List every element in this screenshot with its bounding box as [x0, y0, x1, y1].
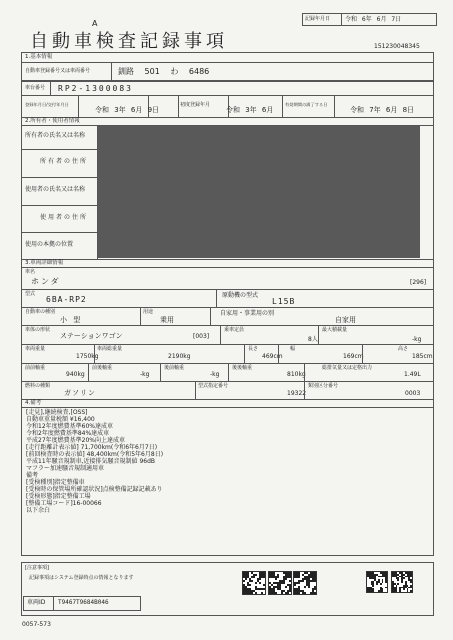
- expiry-value: 令和 7年 6月 8日: [350, 106, 415, 114]
- car-id-label: 車両ID: [27, 599, 46, 606]
- model-value: 6BA-RP2: [46, 295, 87, 304]
- qr-module: [407, 590, 409, 592]
- qr-module: [283, 582, 285, 584]
- ff-axle-value: 940kg: [66, 371, 85, 378]
- section-vehicle-title: 3.車両詳細情報: [25, 260, 64, 266]
- class-number-label: 類別区分番号: [308, 383, 339, 389]
- reg-date-value: 令和 3年 6月 9日: [95, 106, 160, 114]
- qr-module: [243, 580, 245, 582]
- qr-module: [403, 588, 405, 590]
- qr-module: [263, 576, 265, 578]
- qr-code: [268, 571, 292, 595]
- maker-value: ホンダ: [31, 277, 61, 286]
- kind-label: 自動車の種別: [25, 309, 56, 315]
- width-value: 169cm: [343, 353, 364, 360]
- remark-line: [受検時の保管場所確認状況]点検整備記録記載あり: [26, 486, 163, 493]
- rr-axle-value: 810kg: [287, 371, 306, 378]
- qr-module: [287, 592, 289, 594]
- first-reg-label: 初度登録年月: [180, 102, 211, 108]
- body-value: ステーションワゴン: [60, 332, 123, 340]
- qr-module: [401, 581, 403, 583]
- engine-label: 原動機の型式: [222, 292, 259, 299]
- displacement-value: 1.49L: [404, 371, 421, 378]
- qr-module: [314, 580, 316, 582]
- qr-module: [285, 586, 287, 588]
- qr-module: [289, 576, 291, 578]
- qr-module: [397, 579, 399, 581]
- fuel-label: 燃料の種類: [25, 383, 51, 389]
- remark-line: 令和2年度燃費基準84%達成車: [26, 430, 110, 437]
- capacity-value: 8人: [308, 336, 318, 343]
- remark-line: 自動車重量税額 ¥16,400: [26, 416, 95, 423]
- qr-module: [263, 584, 265, 586]
- remark-line: [前回検査時の表示値] 48,400km(令和5年6月8日): [26, 451, 164, 458]
- qr-module: [302, 580, 304, 582]
- purpose-label: 自家用・事業用の別: [220, 310, 275, 317]
- qr-module: [251, 580, 253, 582]
- length-value: 469cm: [262, 353, 283, 360]
- remark-line: [整備工場コード]16-00066: [26, 500, 102, 507]
- qr-module: [304, 586, 306, 588]
- weight-label: 車両重量: [25, 346, 46, 352]
- notes-label: [注意事項]: [25, 565, 49, 571]
- qr-module: [289, 580, 291, 582]
- kind-value: 小 型: [60, 316, 83, 324]
- weight-value: 1750kg: [76, 353, 99, 360]
- qr-module: [245, 578, 247, 580]
- owner-info-redaction: [98, 126, 420, 258]
- rf-axle-label: 後前軸重: [164, 365, 185, 371]
- qr-module: [281, 592, 283, 594]
- qr-module: [380, 583, 382, 585]
- reg-date-label: 登録年月日/交付年月日: [25, 102, 69, 108]
- ff-axle-label: 前前軸重: [25, 365, 46, 371]
- remark-line: 平成11年騒音規制車,近接排気騒音規制値 96dB: [26, 458, 156, 465]
- qr-module: [372, 585, 374, 587]
- reg-number-value: 釧路 501 わ 6486: [118, 67, 210, 76]
- chassis-label: 車台番号: [25, 85, 46, 91]
- owner-address-label: 所有者の住所: [40, 158, 89, 165]
- qr-module: [385, 581, 387, 583]
- qr-module: [410, 581, 412, 583]
- qr-module: [253, 576, 255, 578]
- length-label: 長さ: [248, 346, 259, 352]
- rf-axle-value: -kg: [210, 371, 220, 378]
- qr-code: [293, 571, 317, 595]
- maxload-value: -kg: [412, 336, 422, 343]
- qr-module: [275, 592, 277, 594]
- record-date-value: 令和 6年 6月 7日: [345, 16, 402, 23]
- maker-label: 車名: [25, 269, 36, 275]
- qr-module: [277, 576, 279, 578]
- qr-module: [251, 592, 253, 594]
- width-label: 幅: [290, 346, 296, 352]
- section-basic-title: 1.基本情報: [25, 54, 53, 60]
- body-label: 車体の形状: [25, 327, 51, 333]
- qr-module: [397, 583, 399, 585]
- use-label: 用途: [143, 309, 154, 315]
- displacement-label: 総排気量又は定格出力: [322, 365, 373, 371]
- qr-module: [298, 576, 300, 578]
- height-label: 高さ: [398, 346, 409, 352]
- qr-module: [410, 590, 412, 592]
- remark-line: 平成27年度燃費基準20%向上達成車: [26, 437, 125, 444]
- qr-module: [249, 584, 251, 586]
- qr-module: [255, 574, 257, 576]
- model-label: 型式: [25, 291, 36, 297]
- qr-module: [314, 592, 316, 594]
- qr-module: [255, 582, 257, 584]
- qr-module: [308, 586, 310, 588]
- qr-module: [263, 588, 265, 590]
- remark-line: [走見],継続検査,[OSS]: [26, 409, 88, 416]
- type-number-label: 型式指定番号: [198, 383, 229, 389]
- qr-module: [396, 590, 398, 592]
- gross-weight-label: 車両総重量: [97, 346, 123, 352]
- reg-number-label: 自動車登録番号又は車両番号: [25, 68, 91, 74]
- class-number-value: 0003: [405, 390, 421, 397]
- qr-module: [314, 588, 316, 590]
- section-owner-title: 2.所有者・使用者情報: [25, 118, 80, 124]
- qr-module: [376, 583, 378, 585]
- maxload-label: 最大積載量: [322, 327, 348, 333]
- qr-module: [261, 592, 263, 594]
- a-mark: A: [92, 19, 98, 28]
- user-name-label: 使用者の氏名又は名称: [25, 186, 86, 193]
- remark-line: [受検種別]指定整備車: [26, 479, 85, 486]
- gross-weight-value: 2190kg: [168, 353, 191, 360]
- base-location-label: 使用の本拠の位置: [25, 241, 74, 248]
- record-date-label: 記録年月日: [305, 16, 331, 22]
- qr-module: [403, 577, 405, 579]
- qr-module: [259, 578, 261, 580]
- fuel-value: ガソリン: [64, 389, 96, 397]
- type-number-value: 19322: [287, 390, 307, 397]
- user-address-label: 使用者の住所: [40, 214, 89, 221]
- notes-text: 記録事項はシステム登録時点の情報となります: [29, 575, 134, 581]
- qr-module: [285, 578, 287, 580]
- qr-module: [382, 581, 384, 583]
- qr-module: [294, 584, 296, 586]
- first-reg-value: 令和 3年 6月: [226, 106, 274, 114]
- qr-module: [298, 592, 300, 594]
- qr-module: [289, 590, 291, 592]
- qr-module: [275, 578, 277, 580]
- maker-code: [296]: [410, 279, 427, 286]
- purpose-value: 自家用: [335, 316, 356, 324]
- qr-module: [298, 582, 300, 584]
- car-id-value: T9467T9684B046: [58, 599, 109, 606]
- remark-line: [走行距離計表示値] 71,700km(令和6年6月7日): [26, 444, 158, 451]
- qr-module: [259, 582, 261, 584]
- qr-module: [399, 590, 401, 592]
- remark-line: 令和12年度燃費基準60%達成車: [26, 423, 113, 430]
- engine-value: L15B: [272, 297, 296, 306]
- remark-line: [受検形態]指定整備工場: [26, 493, 91, 500]
- qr-code: [242, 571, 266, 595]
- capacity-label: 乗車定員: [224, 327, 245, 333]
- document-number: 151230048345: [374, 43, 420, 50]
- body-code: [003]: [193, 333, 210, 340]
- qr-code: [366, 571, 388, 593]
- qr-module: [385, 587, 387, 589]
- height-value: 185cm: [412, 353, 433, 360]
- use-value: 乗用: [160, 316, 174, 324]
- qr-module: [410, 576, 412, 578]
- remark-line: マフラー加速騒音規制適用車: [26, 465, 105, 472]
- chassis-value: RP2-1300083: [58, 84, 133, 93]
- fr-axle-label: 前後軸重: [92, 365, 113, 371]
- section-remarks-title: 4.備考: [25, 400, 42, 406]
- document-title: 自動車検査記録事項: [30, 31, 228, 52]
- remark-line: 備考: [26, 472, 39, 479]
- qr-module: [304, 592, 306, 594]
- expiry-label: 有効期間の満了する日: [285, 102, 328, 108]
- fr-axle-value: -kg: [140, 371, 150, 378]
- bottom-code: 0057-573: [22, 621, 51, 628]
- owner-name-label: 所有者の氏名又は名称: [25, 132, 86, 139]
- qr-module: [255, 592, 257, 594]
- qr-module: [382, 590, 384, 592]
- qr-code: [391, 571, 413, 593]
- qr-module: [372, 590, 374, 592]
- rr-axle-label: 後後軸重: [232, 365, 253, 371]
- qr-module: [410, 587, 412, 589]
- remark-line: 以下余白: [26, 507, 51, 514]
